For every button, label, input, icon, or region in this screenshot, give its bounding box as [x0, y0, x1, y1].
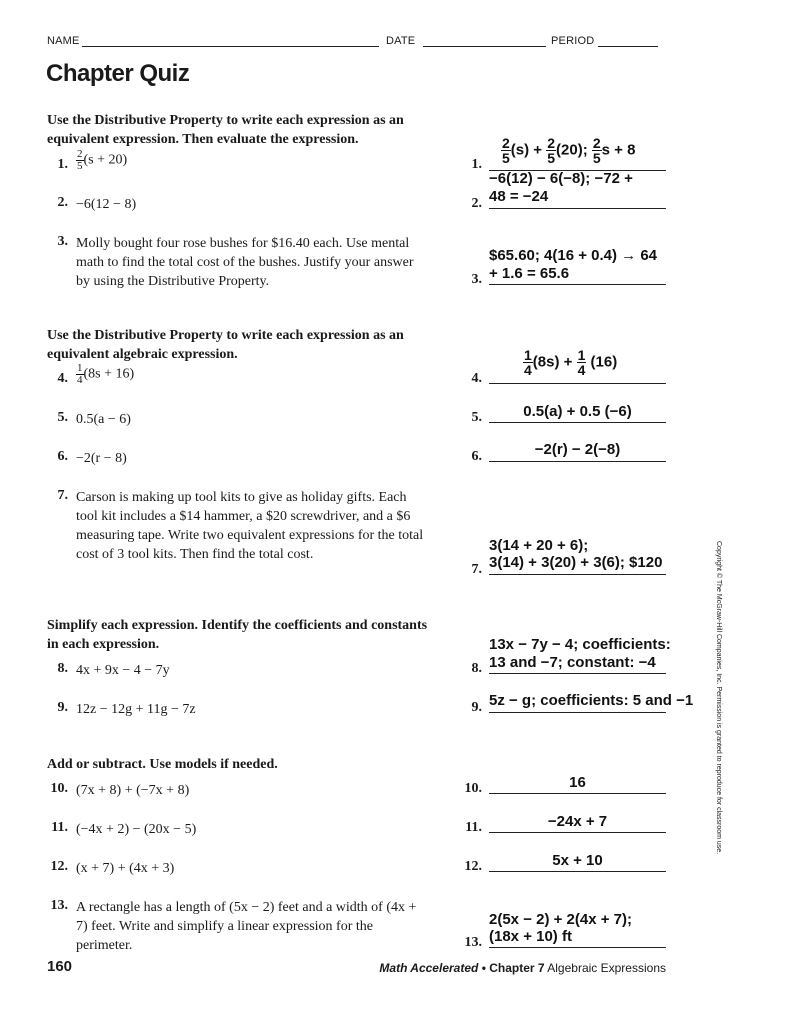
period-label: PERIOD [551, 35, 595, 47]
answer-text: 13 and −7; constant: −4 [489, 654, 656, 671]
section-instructions: Add or subtract. Use models if needed. [47, 757, 278, 772]
fraction: $\frac{2}{5}$ [592, 135, 601, 166]
answer-line[interactable] [489, 383, 666, 384]
section-instructions: Use the Distributive Property to write each expression as an equivalent algebraic expression. [47, 328, 404, 362]
question-number: 13. [50, 898, 68, 913]
answer-text: −2(r) − 2(−8) [534, 441, 621, 458]
question-number: 9. [57, 700, 68, 715]
answer-number: 13. [464, 935, 482, 950]
date-field[interactable] [423, 46, 546, 47]
question-number: 7. [57, 488, 68, 503]
period-field[interactable] [598, 46, 658, 47]
answer-line[interactable] [489, 673, 666, 674]
answer-line[interactable] [489, 793, 666, 794]
question-text: 4x + 9x − 4 − 7y [76, 663, 170, 678]
question-text: $\frac{1}{4}$ (8s + 16) [77, 362, 135, 386]
question-text: $\frac{2}{5}$ (s + 20) [77, 148, 128, 172]
question-text: A rectangle has a length of (5x − 2) feet and a width of (4x + 7) feet. Write and simplify a linear expression for the perimeter. [76, 900, 417, 953]
answer-text: 3(14) + 3(20) + 3(6); $120 [489, 554, 663, 571]
answer-line[interactable] [489, 574, 666, 575]
page-title: Chapter Quiz [46, 60, 190, 87]
answer-number: 1. [471, 157, 482, 172]
answer-number: 5. [471, 410, 482, 425]
name-label: NAME [47, 35, 80, 47]
footer-title: Math Accelerated • Chapter 7 Algebraic Expressions [379, 961, 666, 975]
question-number: 4. [57, 371, 68, 386]
question-text: 0.5(a − 6) [76, 412, 131, 427]
question-number: 10. [50, 781, 68, 796]
answer-text: 5z − g; coefficients: 5 and −1 [489, 692, 694, 709]
question-number: 11. [51, 820, 68, 835]
answer-number: 7. [471, 562, 482, 577]
answer-line[interactable] [489, 208, 666, 209]
fraction: $\frac{1}{4}$ [577, 347, 586, 378]
answer-text: 0.5(a) + 0.5 (−6) [523, 403, 632, 420]
answer-number: 4. [471, 371, 482, 386]
question-number: 8. [57, 661, 68, 676]
question-text: −6(12 − 8) [76, 197, 137, 212]
answer-number: 10. [464, 781, 482, 796]
answer-line[interactable] [489, 712, 666, 713]
answer-number: 3. [471, 272, 482, 287]
question-number: 6. [57, 449, 68, 464]
question-text: Carson is making up tool kits to give as holiday gifts. Each tool kit includes a $14 hammer, a $20 screwdriver, and a $6 measuring tape. Write two equivalent expressions for the total cost of 3 tool kits. Then find the total cost. [76, 490, 424, 562]
date-label: DATE [386, 35, 416, 47]
question-text: Molly bought four rose bushes for $16.40 each. Use mental math to find the total cost of the bushes. Justify your answer by using the Distributive Property. [76, 236, 414, 289]
name-field[interactable] [82, 46, 379, 47]
answer-number: 8. [471, 661, 482, 676]
answer-text: (18x + 10) ft [489, 928, 572, 945]
answer-number: 11. [465, 820, 482, 835]
answer-text: 48 = −24 [489, 188, 549, 205]
answer-text: $\frac{2}{5}$ (s) + $\frac{2}{5}$ (20); $\frac{2}{5}$ s + 8 [502, 135, 636, 166]
answer-text: −24x + 7 [547, 813, 608, 830]
question-number: 3. [57, 234, 68, 249]
fraction: $\frac{2}{5}$ [502, 135, 510, 166]
answer-number: 9. [471, 700, 482, 715]
answer-line[interactable] [489, 284, 666, 285]
question-text: (x + 7) + (4x + 3) [76, 861, 175, 876]
answer-line[interactable] [489, 832, 666, 833]
question-text: −2(r − 8) [76, 451, 127, 466]
answer-text: 16 [569, 774, 586, 791]
answer-text: 3(14 + 20 + 6); [489, 537, 589, 554]
fraction: $\frac{2}{5}$ [77, 148, 83, 172]
answer-text: 13x − 7y − 4; coefficients: [489, 636, 671, 653]
answer-text: $\frac{1}{4}$ (8s) + $\frac{1}{4}$ (16) [524, 347, 618, 378]
question-number: 12. [50, 859, 68, 874]
answer-text: 2(5x − 2) + 2(4x + 7); [489, 911, 632, 928]
fraction: $\frac{1}{4}$ [524, 347, 532, 378]
section-instructions: Use the Distributive Property to write each expression as an equivalent expression. Then evaluate the expression. [47, 113, 404, 147]
answer-text: 5x + 10 [552, 852, 603, 869]
answer-number: 12. [464, 859, 482, 874]
fraction: $\frac{1}{4}$ [77, 362, 83, 386]
answer-line[interactable] [489, 422, 666, 423]
answer-text: + 1.6 = 65.6 [489, 265, 570, 282]
section-instructions: Simplify each expression. Identify the coefficients and constants in each expression. [47, 618, 428, 652]
page-number: 160 [47, 958, 73, 975]
answer-line[interactable] [489, 947, 666, 948]
question-text: (7x + 8) + (−7x + 8) [76, 783, 190, 798]
fraction: $\frac{2}{5}$ [547, 135, 556, 166]
answer-text: $65.60; 4(16 + 0.4) → 64 [489, 247, 658, 264]
answer-text: −6(12) − 6(−8); −72 + [489, 170, 633, 187]
question-number: 5. [57, 410, 68, 425]
answer-number: 6. [471, 449, 482, 464]
answer-line[interactable] [489, 461, 666, 462]
question-text: 12z − 12g + 11g − 7z [76, 702, 196, 717]
answer-line[interactable] [489, 871, 666, 872]
question-text: (−4x + 2) − (20x − 5) [76, 822, 197, 837]
copyright-notice: Copyright © The McGraw-Hill Companies, Inc. Permission is granted to reproduce for classroom use. [715, 541, 722, 855]
answer-number: 2. [471, 196, 482, 211]
question-number: 1. [57, 157, 68, 172]
question-number: 2. [57, 195, 68, 210]
